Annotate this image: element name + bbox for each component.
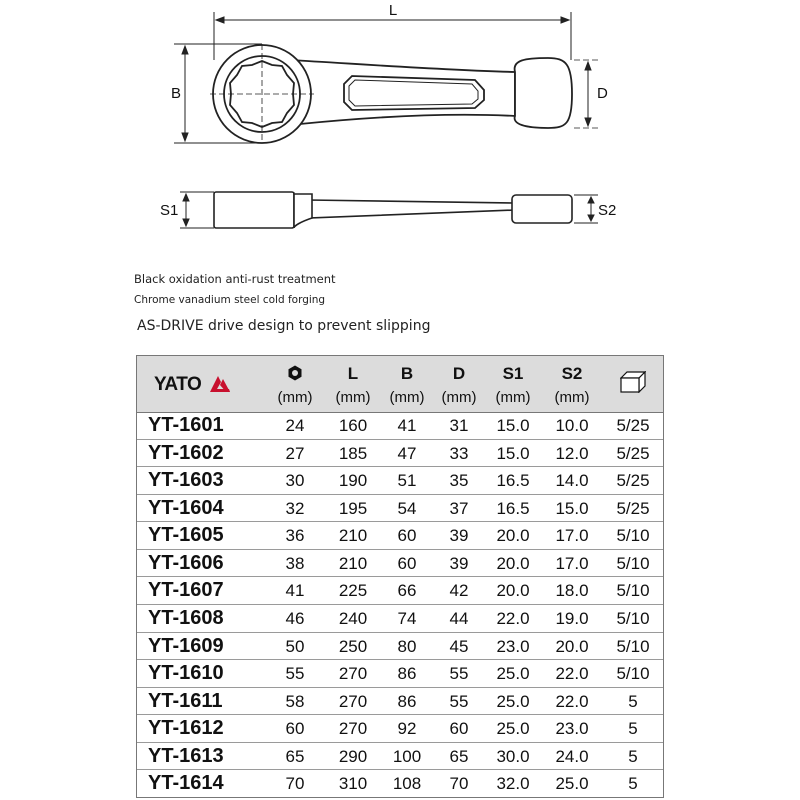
- table-row: [137, 522, 663, 550]
- length-cell: 270: [338, 691, 368, 711]
- socket-size-cell: 58: [285, 691, 305, 711]
- model-code-cell: YT-1607: [148, 579, 224, 602]
- table-row: [137, 412, 663, 440]
- s2-cell: 14.0: [555, 471, 589, 491]
- b-cell: 60: [397, 526, 417, 546]
- packaging-cell: 5/10: [616, 609, 650, 628]
- s1-cell: 16.5: [496, 498, 530, 518]
- table-row: [137, 660, 663, 688]
- hex-socket-icon: [287, 365, 303, 381]
- dimension-s1: [180, 192, 214, 228]
- s2-cell: 17.0: [555, 553, 589, 573]
- b-cell: 51: [397, 471, 417, 491]
- model-code-cell: YT-1601: [148, 414, 224, 436]
- d-cell: 44: [449, 609, 469, 628]
- length-cell: 270: [338, 664, 368, 684]
- b-cell: 92: [397, 719, 417, 739]
- header-l: [325, 356, 381, 412]
- box-icon: [620, 371, 646, 393]
- s1-cell: 20.0: [496, 581, 530, 601]
- packaging-cell: 5/25: [616, 471, 650, 491]
- s1-cell: 15.0: [496, 416, 530, 435]
- header-symbol: L: [347, 364, 359, 383]
- packaging-cell: 5/10: [616, 664, 650, 684]
- table-row: [137, 440, 663, 468]
- d-cell: 37: [449, 498, 469, 518]
- model-code-cell: YT-1602: [148, 441, 224, 464]
- packaging-cell: 5: [628, 774, 638, 794]
- model-code-cell: YT-1611: [148, 689, 223, 712]
- b-cell: 80: [397, 636, 417, 656]
- d-cell: 65: [449, 746, 469, 766]
- s2-cell: 25.0: [555, 774, 589, 794]
- packaging-cell: 5/10: [616, 636, 650, 656]
- d-cell: 33: [449, 443, 469, 463]
- table-row: [137, 605, 663, 633]
- model-code-cell: YT-1606: [148, 551, 224, 574]
- socket-size-cell: 41: [285, 581, 305, 601]
- d-cell: 60: [449, 719, 469, 739]
- header-symbol: B: [400, 364, 414, 383]
- yato-logo-icon: [209, 375, 231, 393]
- packaging-cell: 5/25: [616, 443, 650, 463]
- table-row: [137, 467, 663, 495]
- socket-size-cell: 27: [285, 443, 305, 463]
- s2-cell: 17.0: [555, 526, 589, 546]
- b-cell: 66: [397, 581, 417, 601]
- header-unit: (mm): [554, 389, 590, 406]
- s1-cell: 25.0: [496, 719, 530, 739]
- header-s2: [541, 356, 603, 412]
- b-cell: 86: [397, 691, 417, 711]
- model-code-cell: YT-1603: [148, 469, 224, 492]
- b-cell: 60: [397, 553, 417, 573]
- socket-size-cell: 24: [285, 416, 305, 435]
- feature-text-drive: AS-DRIVE drive design to prevent slipping: [137, 318, 431, 334]
- model-code-cell: YT-1610: [148, 662, 224, 685]
- b-cell: 54: [397, 498, 417, 518]
- length-cell: 270: [338, 719, 368, 739]
- table-row: [137, 577, 663, 605]
- s2-cell: 19.0: [555, 609, 589, 628]
- s2-cell: 15.0: [555, 498, 589, 518]
- model-code-cell: YT-1609: [148, 634, 224, 657]
- length-cell: 290: [338, 746, 368, 766]
- table-row: [137, 770, 663, 798]
- d-cell: 70: [449, 774, 469, 794]
- s1-cell: 25.0: [496, 664, 530, 684]
- header-unit: (mm): [441, 389, 477, 406]
- model-code-cell: YT-1613: [148, 744, 224, 767]
- header-unit: (mm): [495, 389, 531, 406]
- length-cell: 250: [338, 636, 368, 656]
- packaging-cell: 5/10: [616, 581, 650, 601]
- d-cell: 55: [449, 664, 469, 684]
- dimension-s1-label: S1: [160, 202, 179, 219]
- s1-cell: 16.5: [496, 471, 530, 491]
- s2-cell: 10.0: [555, 416, 589, 435]
- dimension-d: [585, 62, 591, 126]
- brand-logo: [137, 356, 265, 412]
- s2-cell: 20.0: [555, 636, 589, 656]
- s1-cell: 22.0: [496, 609, 530, 628]
- wrench-technical-drawing: [0, 0, 800, 240]
- s2-cell: 22.0: [555, 691, 589, 711]
- d-cell: 39: [449, 526, 469, 546]
- header-symbol: S1: [502, 364, 524, 383]
- packaging-cell: 5: [628, 746, 638, 766]
- header-socket-size: [265, 356, 325, 412]
- s2-cell: 23.0: [555, 719, 589, 739]
- s2-cell: 24.0: [555, 746, 589, 766]
- b-cell: 74: [397, 609, 417, 628]
- packaging-cell: 5: [628, 719, 638, 739]
- header-s1: [485, 356, 541, 412]
- model-code-cell: YT-1614: [148, 772, 224, 795]
- s1-cell: 20.0: [496, 553, 530, 573]
- table-row: [137, 715, 663, 743]
- s2-cell: 18.0: [555, 581, 589, 601]
- table-row: [137, 550, 663, 578]
- d-cell: 31: [449, 416, 469, 435]
- length-cell: 310: [338, 774, 368, 794]
- socket-size-cell: 65: [285, 746, 305, 766]
- model-code-cell: YT-1608: [148, 607, 224, 629]
- socket-size-cell: 50: [285, 636, 305, 656]
- table-row: [137, 743, 663, 771]
- dimension-l-label: L: [388, 2, 398, 19]
- s2-cell: 22.0: [555, 664, 589, 684]
- s2-cell: 12.0: [555, 443, 589, 463]
- dimension-d-label: D: [597, 85, 608, 102]
- header-symbol: S2: [561, 364, 583, 383]
- socket-size-cell: 70: [285, 774, 305, 794]
- b-cell: 86: [397, 664, 417, 684]
- model-code-cell: YT-1612: [148, 717, 224, 740]
- packaging-cell: 5/10: [616, 553, 650, 573]
- s1-cell: 20.0: [496, 526, 530, 546]
- table-body: [137, 412, 663, 798]
- socket-size-cell: 32: [285, 498, 305, 518]
- packaging-cell: 5/25: [616, 498, 650, 518]
- packaging-cell: 5/10: [616, 526, 650, 546]
- b-cell: 41: [397, 416, 417, 435]
- s1-cell: 25.0: [496, 691, 530, 711]
- model-code-cell: YT-1605: [148, 524, 224, 547]
- feature-text-coating: Black oxidation anti-rust treatment: [134, 272, 336, 286]
- header-b: [381, 356, 433, 412]
- feature-text-material: Chrome vanadium steel cold forging: [134, 294, 326, 306]
- b-cell: 100: [392, 746, 422, 766]
- socket-size-cell: 30: [285, 471, 305, 491]
- length-cell: 210: [338, 526, 368, 546]
- s1-cell: 23.0: [496, 636, 530, 656]
- socket-size-cell: 36: [285, 526, 305, 546]
- length-cell: 160: [338, 416, 368, 435]
- packaging-cell: 5/25: [616, 416, 650, 435]
- header-unit: (mm): [389, 389, 425, 406]
- d-cell: 39: [449, 553, 469, 573]
- spec-table: [136, 355, 664, 798]
- d-cell: 42: [449, 581, 469, 601]
- length-cell: 225: [338, 581, 368, 601]
- packaging-cell: 5: [628, 691, 638, 711]
- d-cell: 45: [449, 636, 469, 656]
- socket-size-cell: 46: [285, 609, 305, 628]
- header-unit: (mm): [335, 389, 371, 406]
- socket-size-cell: 60: [285, 719, 305, 739]
- dimension-s2-label: S2: [598, 202, 617, 219]
- brand-name: YATO: [154, 374, 202, 395]
- header-packaging: [603, 356, 663, 412]
- model-code-cell: YT-1604: [148, 496, 224, 519]
- length-cell: 240: [338, 609, 368, 628]
- table-row: [137, 633, 663, 661]
- dimension-s2: [574, 195, 598, 223]
- socket-size-cell: 55: [285, 664, 305, 684]
- header-d: [433, 356, 485, 412]
- socket-size-cell: 38: [285, 553, 305, 573]
- dimension-b-label: B: [170, 85, 182, 102]
- table-row: [137, 495, 663, 523]
- length-cell: 185: [338, 443, 368, 463]
- table-row: [137, 688, 663, 716]
- b-cell: 108: [392, 774, 422, 794]
- d-cell: 35: [449, 471, 469, 491]
- d-cell: 55: [449, 691, 469, 711]
- table-header: [137, 356, 663, 413]
- length-cell: 210: [338, 553, 368, 573]
- s1-cell: 32.0: [496, 774, 530, 794]
- length-cell: 190: [338, 471, 368, 491]
- length-cell: 195: [338, 498, 368, 518]
- header-symbol: D: [452, 364, 466, 383]
- s1-cell: 15.0: [496, 443, 530, 463]
- b-cell: 47: [397, 443, 417, 463]
- wrench-side-view: [214, 192, 572, 228]
- header-unit: (mm): [277, 389, 313, 406]
- s1-cell: 30.0: [496, 746, 530, 766]
